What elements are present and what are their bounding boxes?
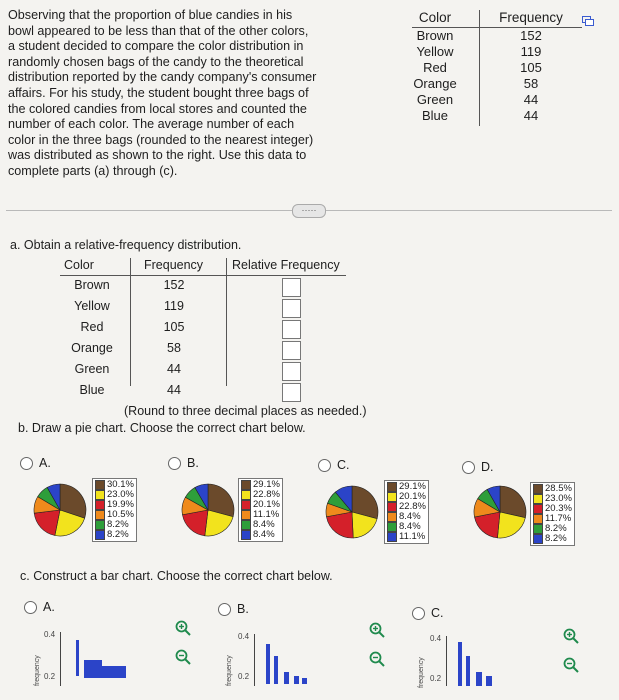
legend-label: 20.3% <box>545 503 572 514</box>
legend-swatch <box>387 532 397 542</box>
radio-button[interactable] <box>318 459 331 472</box>
relative-frequency-input-blue[interactable] <box>282 383 301 402</box>
rf-frequency-cell: 44 <box>167 383 181 397</box>
legend-label: 11.7% <box>545 513 572 524</box>
rf-col-line-1 <box>130 258 131 386</box>
zoom-in-icon[interactable] <box>368 621 386 639</box>
legend-label: 29.1% <box>399 481 426 492</box>
legend-label: 20.1% <box>399 491 426 502</box>
rf-col-line-2 <box>226 258 227 386</box>
legend-swatch <box>241 490 251 500</box>
bar <box>476 672 482 686</box>
color-cell: Red <box>423 60 447 75</box>
legend-swatch <box>387 522 397 532</box>
rf-color-cell: Yellow <box>74 299 110 313</box>
y-tick-label: 0.4 <box>44 630 56 639</box>
bar-option-c[interactable] <box>412 606 444 620</box>
pie-chart-d <box>472 484 528 540</box>
legend-swatch <box>533 524 543 534</box>
legend-swatch <box>533 514 543 524</box>
legend-label: 20.1% <box>253 499 280 510</box>
bar <box>458 642 462 686</box>
bar-chart-a <box>30 626 160 700</box>
rf-color-cell: Orange <box>71 341 113 355</box>
part-b-prompt: b. Draw a pie chart. Choose the correct chart below. <box>18 421 306 435</box>
pie-chart-a <box>32 482 88 538</box>
frequency-cell: 44 <box>523 108 539 123</box>
legend-swatch <box>241 520 251 530</box>
legend-label: 8.4% <box>253 519 275 530</box>
bar <box>294 676 299 684</box>
color-header: Color <box>418 10 452 25</box>
legend-label: 22.8% <box>399 501 426 512</box>
rf-relative-header: Relative Frequency <box>232 258 340 272</box>
frequency-column <box>498 10 564 124</box>
pie-chart-c <box>324 484 380 540</box>
legend-label: 8.4% <box>399 521 421 532</box>
bar <box>486 676 492 686</box>
y-axis-label: frequency <box>34 655 41 686</box>
bar-chart-c <box>414 628 544 700</box>
relative-frequency-input-yellow[interactable] <box>282 299 301 318</box>
rf-frequency-header: Frequency <box>144 258 204 272</box>
legend-swatch <box>533 534 543 544</box>
frequency-cell: 58 <box>523 76 539 91</box>
rf-header-line <box>60 275 346 276</box>
color-cell: Brown <box>416 28 454 43</box>
rf-frequency-cell: 44 <box>167 362 181 376</box>
legend-label: 8.2% <box>107 519 129 530</box>
legend-swatch <box>95 530 105 540</box>
frequency-cell: 44 <box>523 92 539 107</box>
pie-legend-d <box>530 482 575 546</box>
part-a-prompt: a. Obtain a relative-frequency distribution. <box>10 238 242 252</box>
radio-button[interactable] <box>412 607 425 620</box>
pie-option-b[interactable] <box>168 456 199 470</box>
pie-chart-b <box>180 482 236 538</box>
color-cell: Yellow <box>416 44 454 59</box>
pie-option-c[interactable] <box>318 458 350 472</box>
legend-label: 10.5% <box>107 509 134 520</box>
legend-item <box>95 530 134 540</box>
legend-swatch <box>241 530 251 540</box>
legend-swatch <box>95 490 105 500</box>
bar <box>466 656 470 686</box>
rf-color-cell: Green <box>74 362 110 376</box>
y-tick-label: 0.2 <box>44 672 56 681</box>
legend-label: 11.1% <box>253 509 280 520</box>
legend-label: 8.2% <box>545 533 567 544</box>
zoom-in-icon[interactable] <box>562 627 580 645</box>
color-cell: Orange <box>413 76 457 91</box>
legend-swatch <box>387 482 397 492</box>
legend-label: 22.8% <box>253 489 280 500</box>
rf-color-cell: Brown <box>74 278 110 292</box>
rf-color-header: Color <box>64 258 94 272</box>
relative-frequency-input-green[interactable] <box>282 362 301 381</box>
pie-legend-a <box>92 478 137 542</box>
radio-button[interactable] <box>20 457 33 470</box>
pie-legend-c <box>384 480 429 544</box>
problem-statement: Observing that the proportion of blue candies in his bowl appeared to be less than that of the other colors, a student decided to compare the color distribution in randomly chosen bags of the candy to the theoretical distribution reported by the candy company's consumer affairs. For his study, the student bought three bags of the colored candies from local stores and counted the number of each color. The average number of each color in the three bags (rounded to the nearest integer) was distributed as shown to the right. Use this data to complete parts (a) through (c). <box>8 8 317 178</box>
relative-frequency-input-red[interactable] <box>282 320 301 339</box>
option-label: A. <box>39 456 51 470</box>
color-cell: Green <box>416 92 454 107</box>
frequency-cell: 152 <box>520 28 542 43</box>
frequency-header: Frequency <box>499 10 563 25</box>
bar-chart-b <box>222 626 352 700</box>
legend-swatch <box>95 480 105 490</box>
bar <box>76 640 79 676</box>
legend-label: 23.0% <box>107 489 134 500</box>
legend-item <box>387 532 426 542</box>
zoom-out-icon[interactable] <box>562 656 580 674</box>
bar-option-a[interactable] <box>24 600 55 614</box>
legend-swatch <box>95 500 105 510</box>
rf-frequency-cell: 119 <box>164 299 184 313</box>
copy-icon[interactable] <box>582 16 594 26</box>
legend-label: 28.5% <box>545 483 572 494</box>
option-label: C. <box>431 606 444 620</box>
legend-swatch <box>533 504 543 514</box>
y-tick-label: 0.4 <box>430 634 442 643</box>
y-axis <box>446 636 447 686</box>
radio-button[interactable] <box>168 457 181 470</box>
legend-item <box>241 530 280 540</box>
legend-swatch <box>533 484 543 494</box>
radio-button[interactable] <box>218 603 231 616</box>
legend-swatch <box>533 494 543 504</box>
y-tick-label: 0.4 <box>238 632 250 641</box>
y-tick-label: 0.2 <box>430 674 442 683</box>
y-axis <box>60 632 61 686</box>
zoom-out-icon[interactable] <box>368 650 386 668</box>
bar <box>274 656 278 684</box>
radio-button[interactable] <box>462 461 475 474</box>
bar <box>102 666 126 678</box>
legend-swatch <box>241 480 251 490</box>
legend-swatch <box>387 512 397 522</box>
rf-frequency-cell: 105 <box>163 320 185 334</box>
y-tick-label: 0.2 <box>238 672 250 681</box>
legend-swatch <box>95 520 105 530</box>
pie-option-d[interactable] <box>462 460 494 474</box>
bar <box>266 644 270 684</box>
option-label: A. <box>43 600 55 614</box>
legend-swatch <box>241 510 251 520</box>
bar <box>84 660 102 678</box>
bar <box>284 672 289 684</box>
legend-label: 8.4% <box>253 529 275 540</box>
legend-label: 23.0% <box>545 493 572 504</box>
bar-option-b[interactable] <box>218 602 249 616</box>
bar <box>302 678 307 684</box>
frequency-cell: 105 <box>520 60 542 75</box>
relative-frequency-table <box>60 258 360 408</box>
legend-label: 8.2% <box>107 529 129 540</box>
legend-label: 8.2% <box>545 523 567 534</box>
rf-frequency-cell: 58 <box>167 341 181 355</box>
radio-button[interactable] <box>24 601 37 614</box>
zoom-in-icon[interactable] <box>174 619 192 637</box>
legend-swatch <box>387 502 397 512</box>
legend-swatch <box>387 492 397 502</box>
rounding-note: (Round to three decimal places as needed.) <box>124 404 367 418</box>
relative-frequency-input-orange[interactable] <box>282 341 301 360</box>
option-label: B. <box>187 456 199 470</box>
pie-option-a[interactable] <box>20 456 51 470</box>
frequency-cell: 119 <box>520 44 542 59</box>
y-axis-label: frequency <box>418 657 425 688</box>
legend-label: 19.9% <box>107 499 134 510</box>
pie-legend-b <box>238 478 283 542</box>
legend-swatch <box>241 500 251 510</box>
legend-label: 11.1% <box>399 531 426 542</box>
rf-frequency-cell: 152 <box>163 278 185 292</box>
option-label: D. <box>481 460 494 474</box>
option-label: C. <box>337 458 350 472</box>
option-label: B. <box>237 602 249 616</box>
y-axis-label: frequency <box>226 655 233 686</box>
expand-button[interactable]: ····· <box>292 204 326 218</box>
relative-frequency-input-brown[interactable] <box>282 278 301 297</box>
legend-label: 30.1% <box>107 479 134 490</box>
legend-swatch <box>95 510 105 520</box>
rf-color-cell: Blue <box>79 383 105 397</box>
legend-label: 8.4% <box>399 511 421 522</box>
part-c-prompt: c. Construct a bar chart. Choose the correct chart below. <box>20 569 333 583</box>
color-cell: Blue <box>421 108 449 123</box>
legend-item <box>533 534 572 544</box>
y-axis <box>254 634 255 686</box>
rf-color-cell: Red <box>80 320 104 334</box>
zoom-out-icon[interactable] <box>174 648 192 666</box>
legend-label: 29.1% <box>253 479 280 490</box>
